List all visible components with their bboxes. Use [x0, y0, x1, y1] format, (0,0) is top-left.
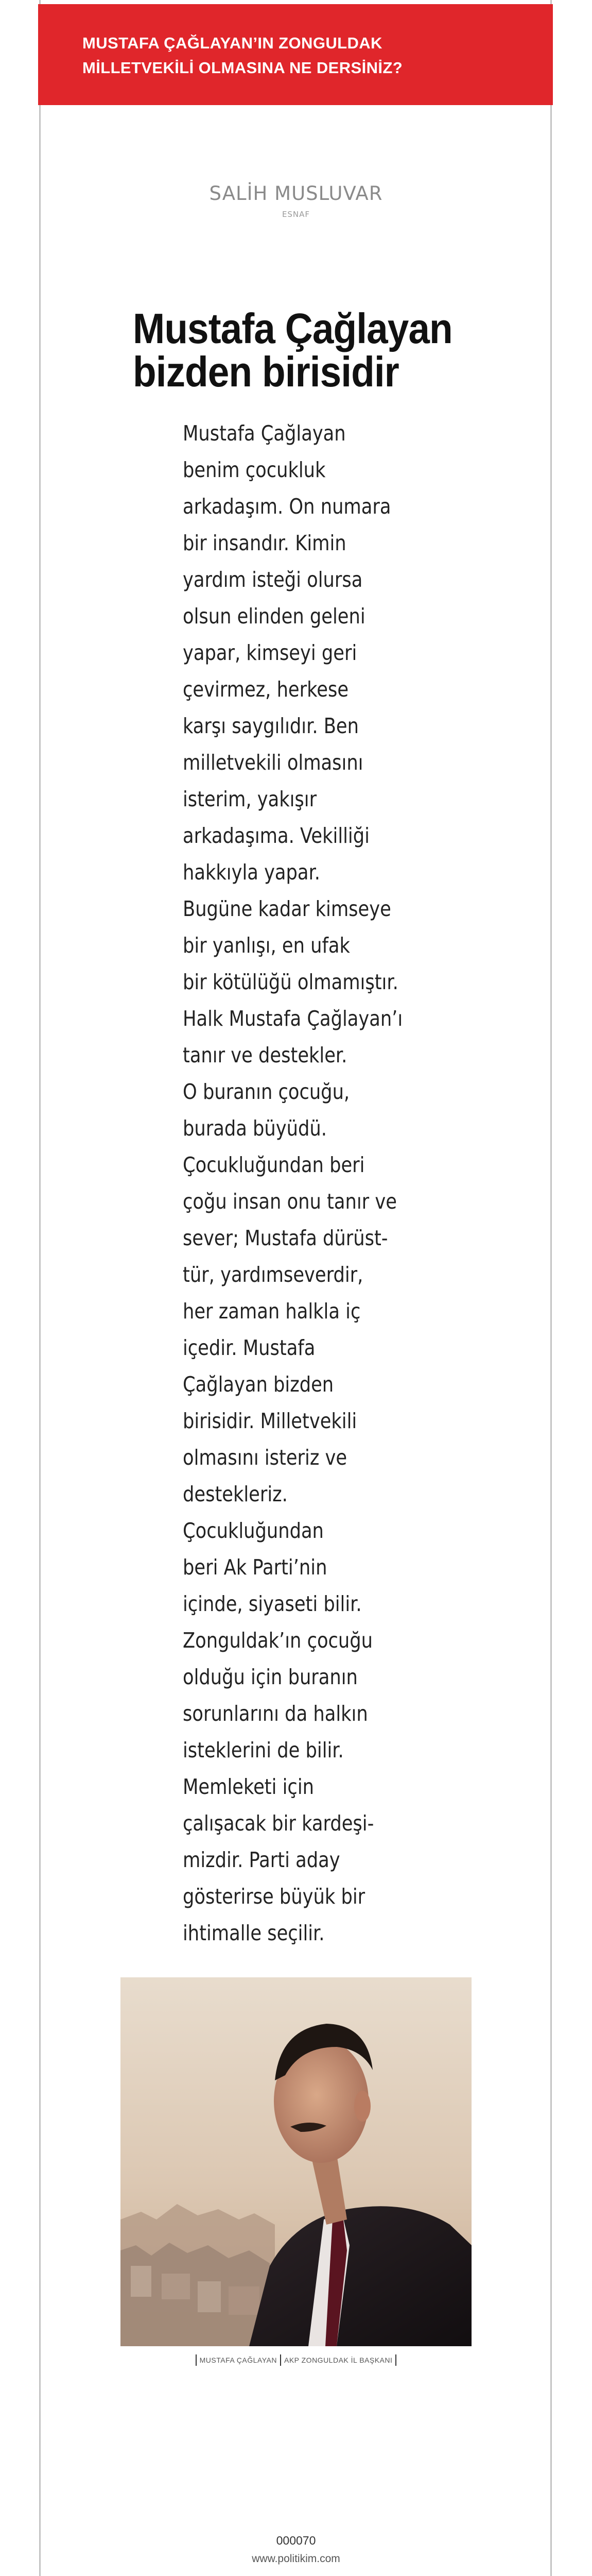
- header-question-line-1: MUSTAFA ÇAĞLAYAN’IN ZONGULDAK: [82, 34, 382, 52]
- body-line: isteklerini de bilir.: [183, 1738, 344, 1762]
- headline-line: bizden birisidir: [133, 348, 399, 396]
- body-line: Bugüne kadar kimseye: [183, 896, 391, 921]
- body-line: O buranın çocuğu,: [183, 1079, 350, 1104]
- body-line: Mustafa Çağlayan: [183, 421, 346, 446]
- portrait-photo-image: [120, 1977, 472, 2346]
- byline: [0, 182, 592, 219]
- body-line: içinde, siyaseti bilir.: [183, 1591, 362, 1616]
- caption-title: AKP ZONGULDAK İL BAŞKANI: [284, 2356, 393, 2364]
- body-line: arkadaşım. On numara: [183, 494, 391, 519]
- body-line: çevirmez, herkese: [183, 677, 349, 702]
- article-body: [183, 415, 413, 1952]
- body-line: tür, yardımseverdir,: [183, 1262, 363, 1287]
- body-line: Çağlayan bizden: [183, 1372, 334, 1397]
- body-line: mizdir. Parti aday: [183, 1848, 340, 1872]
- body-line: milletvekili olmasını: [183, 750, 363, 775]
- caption-divider: [280, 2354, 281, 2366]
- body-line: çoğu insan onu tanır ve: [183, 1189, 397, 1214]
- portrait-photo: [120, 1977, 472, 2346]
- body-line: bir yanlışı, en ufak: [183, 933, 350, 958]
- body-line: arkadaşıma. Vekilliği: [183, 823, 370, 848]
- body-line: Çocukluğundan beri: [183, 1153, 365, 1177]
- body-line: destekleriz.: [183, 1482, 288, 1506]
- header-banner: [38, 4, 553, 105]
- body-line: çalışacak bir kardeşi-: [183, 1811, 374, 1836]
- body-line: ihtimalle seçilir.: [183, 1921, 325, 1945]
- body-line: hakkıyla yapar.: [183, 860, 321, 885]
- body-line: Halk Mustafa Çağlayan’ı: [183, 1006, 403, 1031]
- body-line: içedir. Mustafa: [183, 1335, 316, 1360]
- body-line: tanır ve destekler.: [183, 1043, 347, 1067]
- caption-name: MUSTAFA ÇAĞLAYAN: [199, 2356, 277, 2364]
- body-line: bir insandır. Kimin: [183, 531, 346, 555]
- photo-caption: [0, 2354, 592, 2366]
- body-line: yardım isteği olursa: [183, 567, 363, 592]
- body-line: olsun elinden geleni: [183, 604, 365, 629]
- body-line: Memleketi için: [183, 1774, 314, 1799]
- body-line: gösterirse büyük bir: [183, 1884, 365, 1909]
- body-line: benim çocukluk: [183, 457, 326, 482]
- body-line: isterim, yakışır: [183, 787, 317, 811]
- caption-divider: [395, 2354, 396, 2366]
- body-line: burada büyüdü.: [183, 1116, 327, 1141]
- body-line: olmasını isteriz ve: [183, 1445, 347, 1470]
- caption-divider: [196, 2354, 197, 2366]
- body-line: Çocukluğundan: [183, 1518, 324, 1543]
- body-line: yapar, kimseyi geri: [183, 640, 357, 665]
- body-line: olduğu için buranın: [183, 1665, 358, 1689]
- body-line: sever; Mustafa dürüst-: [183, 1226, 388, 1250]
- body-line: karşı saygılıdır. Ben: [183, 714, 359, 738]
- body-line: her zaman halkla iç: [183, 1299, 361, 1324]
- body-line: beri Ak Parti’nin: [183, 1555, 327, 1580]
- body-line: sorunlarını da halkın: [183, 1701, 368, 1726]
- body-line: birisidir. Milletvekili: [183, 1409, 357, 1433]
- page-footer: [0, 2534, 592, 2565]
- header-question-line-2: MİLLETVEKİLİ OLMASINA NE DERSİNİZ?: [82, 59, 403, 77]
- article-headline: [133, 304, 457, 396]
- headline-line: Mustafa Çağlayan: [133, 304, 452, 352]
- author-name: SALİH MUSLUVAR: [209, 182, 383, 205]
- website-link[interactable]: www.politikim.com: [252, 2553, 340, 2565]
- body-line: Zonguldak’ın çocuğu: [183, 1628, 373, 1653]
- body-line: bir kötülüğü olmamıştır.: [183, 970, 398, 994]
- page-number: 000070: [276, 2534, 316, 2547]
- author-role: ESNAF: [282, 210, 310, 219]
